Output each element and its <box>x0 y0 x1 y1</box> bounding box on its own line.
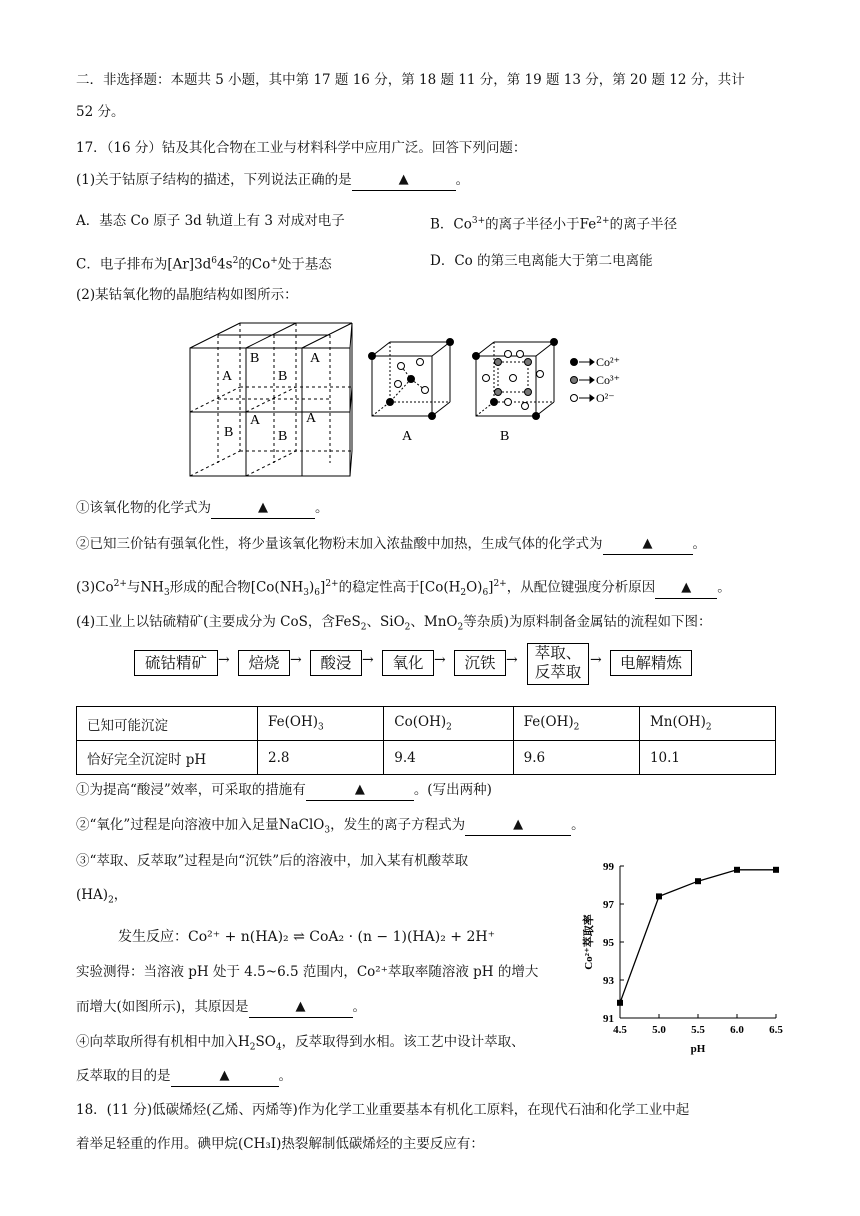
cell-label: B <box>278 369 288 384</box>
data-point <box>695 878 701 884</box>
q17-part3: $(3)Co^{2+}$与$NH_3$形成的配合物$[Co(NH_3)_6]^{2+}$的稳定性高于$[Co(H_2O)_6]^{2+}$，从配位键强度分析原因 ▲ 。 <box>76 574 731 603</box>
cell-label: B <box>224 425 234 440</box>
answer-blank[interactable]: ▲ <box>171 1065 279 1087</box>
option-d: D．Co 的第三电离能大于第二电离能 <box>430 253 653 269</box>
arrow-icon: → <box>434 652 446 668</box>
cell-label: A <box>306 411 317 426</box>
q17-2-1: ①该氧化物的化学式为 ▲ 。 <box>76 498 329 520</box>
flow-step: 萃取、 反萃取 <box>527 643 589 685</box>
q17-part1: (1)关于钴原子结构的描述，下列说法正确的是 ▲ 。 <box>76 170 469 192</box>
flow-step: 酸浸 <box>310 650 362 676</box>
y-axis-label: Co²⁺萃取率 <box>583 914 595 970</box>
answer-blank[interactable]: ▲ <box>465 814 571 836</box>
q17-4-4: ④向萃取所得有机相中加入$H_2SO_4$，反萃取得到水相。该工艺中设计萃取、 <box>76 1034 525 1053</box>
q17-4-4b: 反萃取的目的是 ▲ 。 <box>76 1066 292 1088</box>
option-a: A．基态 Co 原子 3d 轨道上有 3 对成对电子 <box>76 213 345 229</box>
option-b: B．$Co^{3+}$的离子半径小于$Fe^{2+}$的离子半径 <box>430 216 678 233</box>
answer-blank[interactable]: ▲ <box>306 779 414 801</box>
section-line-1: 二．非选择题：本题共 5 小题，其中第 17 题 16 分，第 18 题 11 分，第 19 题 13 分，第 20 题 12 分，共计 <box>76 72 745 88</box>
x-tick-label: 6.0 <box>730 1024 744 1036</box>
data-point <box>617 1000 623 1006</box>
data-point <box>773 867 779 873</box>
arrow-icon: → <box>218 652 230 668</box>
table-cell: 恰好完全沉淀时 pH <box>77 741 258 775</box>
table-cell: 9.6 <box>513 741 639 775</box>
table-row <box>77 741 776 775</box>
answer-blank[interactable]: ▲ <box>603 533 693 555</box>
y-tick-label: 95 <box>603 937 614 949</box>
x-tick-label: 6.5 <box>769 1024 783 1036</box>
section-line-2: 52 分。 <box>76 104 125 120</box>
flow-step: 沉铁 <box>454 650 506 676</box>
data-point <box>656 893 662 899</box>
arrow-icon: → <box>506 652 518 668</box>
flow-step: 硫钴精矿 <box>134 650 218 676</box>
table-cell: $Fe(OH)_2$ <box>513 707 639 741</box>
answer-blank[interactable]: ▲ <box>249 996 353 1018</box>
table-cell: $Mn(OH)_2$ <box>639 707 775 741</box>
flow-step: 氧化 <box>382 650 434 676</box>
table-row <box>77 707 776 741</box>
reaction-equation: 发生反应：Co²⁺ + n(HA)₂ ⇌ CoA₂ · (n − 1)(HA)₂ + 2H⁺ <box>118 929 495 945</box>
q17-part2: (2)某钴氧化物的晶胞结构如图所示： <box>76 287 298 303</box>
q17-4-3b: $(HA)_2$， <box>76 887 128 906</box>
crystal-structure-figure <box>180 318 650 478</box>
flow-step: 电解精炼 <box>610 650 692 676</box>
series-line <box>620 870 776 1003</box>
answer-blank[interactable]: ▲ <box>352 169 456 191</box>
x-tick-label: 4.5 <box>613 1024 627 1036</box>
cell-label: A <box>222 369 233 384</box>
answer-blank[interactable]: ▲ <box>655 577 717 599</box>
flow-step: 焙烧 <box>238 650 290 676</box>
data-point <box>734 867 740 873</box>
table-cell: $Fe(OH)_3$ <box>258 707 384 741</box>
q17-4-3e: 而增大(如图所示)，其原因是 ▲ 。 <box>76 997 366 1019</box>
legend-o2: O²⁻ <box>596 391 615 405</box>
cell-a-label: A <box>402 429 413 444</box>
q17-4-1: ①为提高“酸浸”效率，可采取的措施有 ▲ 。(写出两种) <box>76 780 492 802</box>
cell-label: A <box>250 413 261 428</box>
q18-line-2: 着举足轻重的作用。碘甲烷(CH₃I)热裂解制低碳烯烃的主要反应有： <box>76 1136 484 1152</box>
cell-label: B <box>250 351 260 366</box>
y-tick-label: 97 <box>603 899 614 911</box>
x-tick-label: 5.0 <box>652 1024 666 1036</box>
x-tick-label: 5.5 <box>691 1024 705 1036</box>
arrow-icon: → <box>290 652 302 668</box>
x-axis-label: pH <box>690 1043 706 1055</box>
q17-2-2: ②已知三价钴有强氧化性，将少量该氧化物粉末加入浓盐酸中加热，生成气体的化学式为 ▲ 。 <box>76 534 706 556</box>
legend-co2: Co²⁺ <box>596 355 620 369</box>
y-tick-label: 91 <box>603 1013 614 1025</box>
q17-4-3a: ③“萃取、反萃取”过程是向“沉铁”后的溶液中，加入某有机酸萃取 <box>76 853 469 869</box>
table-cell: 10.1 <box>639 741 775 775</box>
cell-label: A <box>310 351 321 366</box>
arrow-icon: → <box>362 652 374 668</box>
y-tick-label: 99 <box>603 861 614 873</box>
option-c: C．电子排布为$[Ar]3d^64s^2$的Co+处于基态 <box>76 256 332 273</box>
arrow-icon: → <box>590 652 602 668</box>
q18-line-1: 18．(11 分)低碳烯烃(乙烯、丙烯等)作为化学工业重要基本有机化工原料，在现代石油和化学工业中起 <box>76 1102 690 1118</box>
table-cell: 已知可能沉淀 <box>77 707 258 741</box>
table-cell: 2.8 <box>258 741 384 775</box>
q17-4-3d: 实验测得：当溶液 pH 处于 4.5~6.5 范围内，Co²⁺萃取率随溶液 pH 的增大 <box>76 964 539 980</box>
q17-heading: 17．（16 分）钴及其化合物在工业与材料科学中应用广泛。回答下列问题： <box>76 140 527 156</box>
table-cell: $Co(OH)_2$ <box>384 707 513 741</box>
answer-blank[interactable]: ▲ <box>211 497 315 519</box>
q17-part4: (4)工业上以钴硫精矿(主要成分为 CoS，含FeS$_2$、SiO$_2$、MnO$_2$等杂质)为原料制备金属钴的流程如下图： <box>76 614 712 633</box>
table-cell: 9.4 <box>384 741 513 775</box>
legend-co3: Co³⁺ <box>596 373 620 387</box>
cell-label: B <box>278 429 288 444</box>
y-tick-label: 93 <box>603 975 614 987</box>
cell-b-label: B <box>500 429 510 444</box>
q17-4-2: ②“氧化”过程是向溶液中加入足量NaClO$_3$，发生的离子方程式为 ▲ 。 <box>76 815 585 841</box>
extraction-rate-chart <box>576 848 796 1058</box>
precipitation-table <box>76 706 776 775</box>
